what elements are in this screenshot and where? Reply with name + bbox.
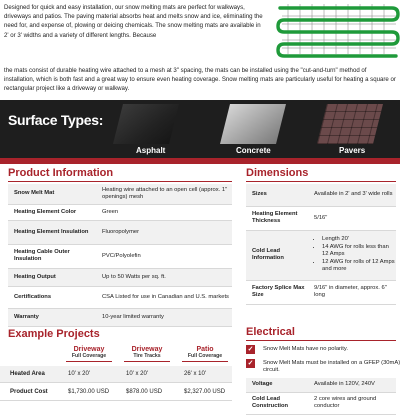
spec-value: Green bbox=[98, 204, 232, 220]
electrical-rule bbox=[246, 340, 396, 341]
electrical-note-text: Snow Melt Mats must be installed on a GFEP (30mA) circuit. bbox=[263, 360, 401, 373]
project-cell: 10' x 20' bbox=[68, 371, 90, 377]
electrical-note bbox=[246, 345, 396, 355]
cold-lead-bullet: • Length 20' bbox=[322, 236, 396, 243]
project-column-header: Driveway Full Coverage bbox=[71, 346, 107, 359]
pavers-label: Pavers bbox=[339, 146, 366, 155]
project-row-label: Product Cost bbox=[10, 389, 48, 395]
project-row-label: Heated Area bbox=[10, 371, 45, 377]
asphalt-label: Asphalt bbox=[136, 146, 166, 155]
cold-lead-bullet: • 14 AWG for rolls less than 12 Amps bbox=[322, 244, 396, 258]
concrete-swatch bbox=[220, 104, 286, 144]
project-column-header: Driveway Tire Tracks bbox=[131, 346, 163, 359]
project-cell: $878.00 USD bbox=[126, 389, 163, 395]
spec-row bbox=[246, 378, 396, 392]
spec-row bbox=[246, 184, 396, 206]
project-row bbox=[0, 384, 232, 401]
spec-key: Voltage bbox=[246, 378, 310, 392]
product-information-table bbox=[8, 184, 232, 327]
example-projects-title: Example Projects bbox=[8, 328, 100, 340]
spec-key: Cold Lead Construction bbox=[246, 392, 310, 414]
surface-types-title: Surface Types: bbox=[8, 112, 104, 128]
electrical-table bbox=[246, 378, 396, 415]
dimensions-title: Dimensions bbox=[246, 167, 309, 179]
spec-value: CSA Listed for use in Canadian and U.S. markets bbox=[98, 286, 232, 308]
spec-value: Available in 120V, 240V bbox=[310, 378, 396, 392]
product-information-rule bbox=[8, 181, 232, 182]
spec-row bbox=[8, 268, 232, 286]
spec-row bbox=[8, 220, 232, 244]
spec-row bbox=[246, 280, 396, 304]
spec-row bbox=[8, 204, 232, 220]
electrical-note bbox=[246, 359, 401, 375]
pavers-swatch bbox=[317, 104, 383, 144]
project-cell: $1,730.00 USD bbox=[68, 389, 110, 395]
intro-paragraph: Designed for quick and easy installation, our snow melting mats are perfect for walkways, driveways and patios. The paving material absorbs heat and melts snow and ice, eliminating the need for, and expense of, plowing or deicing chemicals. The snow melting mats are available in 2' or 3' widths and a variety of different lengths. Because bbox=[4, 4, 263, 39]
spec-key: Factory Splice Max Size bbox=[246, 280, 310, 304]
spec-key: Heating Element Color bbox=[8, 204, 98, 220]
spec-value: Heating wire attached to an open cell (approx. 1" openings) mesh bbox=[98, 184, 232, 204]
spec-key: Certifications bbox=[8, 286, 98, 308]
project-row bbox=[0, 366, 232, 383]
cold-lead-bullets bbox=[314, 236, 396, 273]
asphalt-swatch bbox=[113, 104, 179, 144]
spec-value: 9/16" in diameter, approx. 6" long bbox=[310, 280, 396, 304]
product-information-title: Product Information bbox=[8, 167, 114, 179]
spec-key: Heating Element Insulation bbox=[8, 220, 98, 244]
spec-row bbox=[246, 206, 396, 230]
spec-value: PVC/Polyolefin bbox=[98, 244, 232, 268]
column-header-rule bbox=[124, 361, 170, 362]
column-header-rule bbox=[66, 361, 112, 362]
spec-key: Cold Lead Information bbox=[246, 230, 310, 280]
project-cell: $2,327.00 USD bbox=[184, 389, 226, 395]
dimensions-rule bbox=[246, 181, 396, 182]
spec-row bbox=[8, 308, 232, 326]
spec-row bbox=[246, 392, 396, 414]
spec-value: Up to 50 Watts per sq. ft. bbox=[98, 268, 232, 286]
cold-lead-bullet: • 12 AWG for rolls of 12 Amps and more bbox=[322, 259, 396, 273]
spec-value: 2 core wires and ground conductor bbox=[310, 392, 396, 414]
spec-value: Fluoropolymer bbox=[98, 220, 232, 244]
concrete-label: Concrete bbox=[236, 146, 271, 155]
spec-key: Warranty bbox=[8, 308, 98, 326]
accent-divider bbox=[0, 158, 400, 164]
spec-key: Sizes bbox=[246, 184, 310, 206]
project-column-header: Patio Full Coverage bbox=[187, 346, 223, 359]
project-cell: 10' x 20' bbox=[126, 371, 148, 377]
column-header-rule bbox=[182, 361, 228, 362]
snow-melt-mat-image bbox=[274, 0, 400, 60]
checkbox-icon: ✓ bbox=[247, 360, 254, 367]
spec-key: Snow Melt Mat bbox=[8, 184, 98, 204]
spec-key: Heating Cable Outer Insulation bbox=[8, 244, 98, 268]
electrical-title: Electrical bbox=[246, 326, 295, 338]
spec-row bbox=[8, 244, 232, 268]
project-cell: 26' x 10' bbox=[184, 371, 206, 377]
spec-value bbox=[310, 230, 396, 280]
spec-value: 5/16" bbox=[310, 206, 396, 230]
spec-key: Heating Output bbox=[8, 268, 98, 286]
spec-row bbox=[8, 286, 232, 308]
electrical-note-text: Snow Melt Mats have no polarity. bbox=[263, 346, 348, 352]
spec-value: 10-year limited warranty bbox=[98, 308, 232, 326]
dimensions-table bbox=[246, 184, 396, 305]
spec-value: Available in 2' and 3' wide rolls bbox=[310, 184, 396, 206]
spec-key: Heating Element Thickness bbox=[246, 206, 310, 230]
checkbox-icon: ✓ bbox=[247, 346, 254, 353]
spec-row bbox=[246, 230, 396, 280]
spec-row bbox=[8, 184, 232, 204]
intro-paragraph-continued: the mats consist of durable heating wire attached to a mesh at 3" spacing, the mats can be installed using the "cut-and-turn" method of installation, which is both fast and a great way to ensure even heating coverage. Snow melting mats are particularly useful for heating a square or rectangular project like a driveway or walkway. bbox=[4, 67, 396, 93]
